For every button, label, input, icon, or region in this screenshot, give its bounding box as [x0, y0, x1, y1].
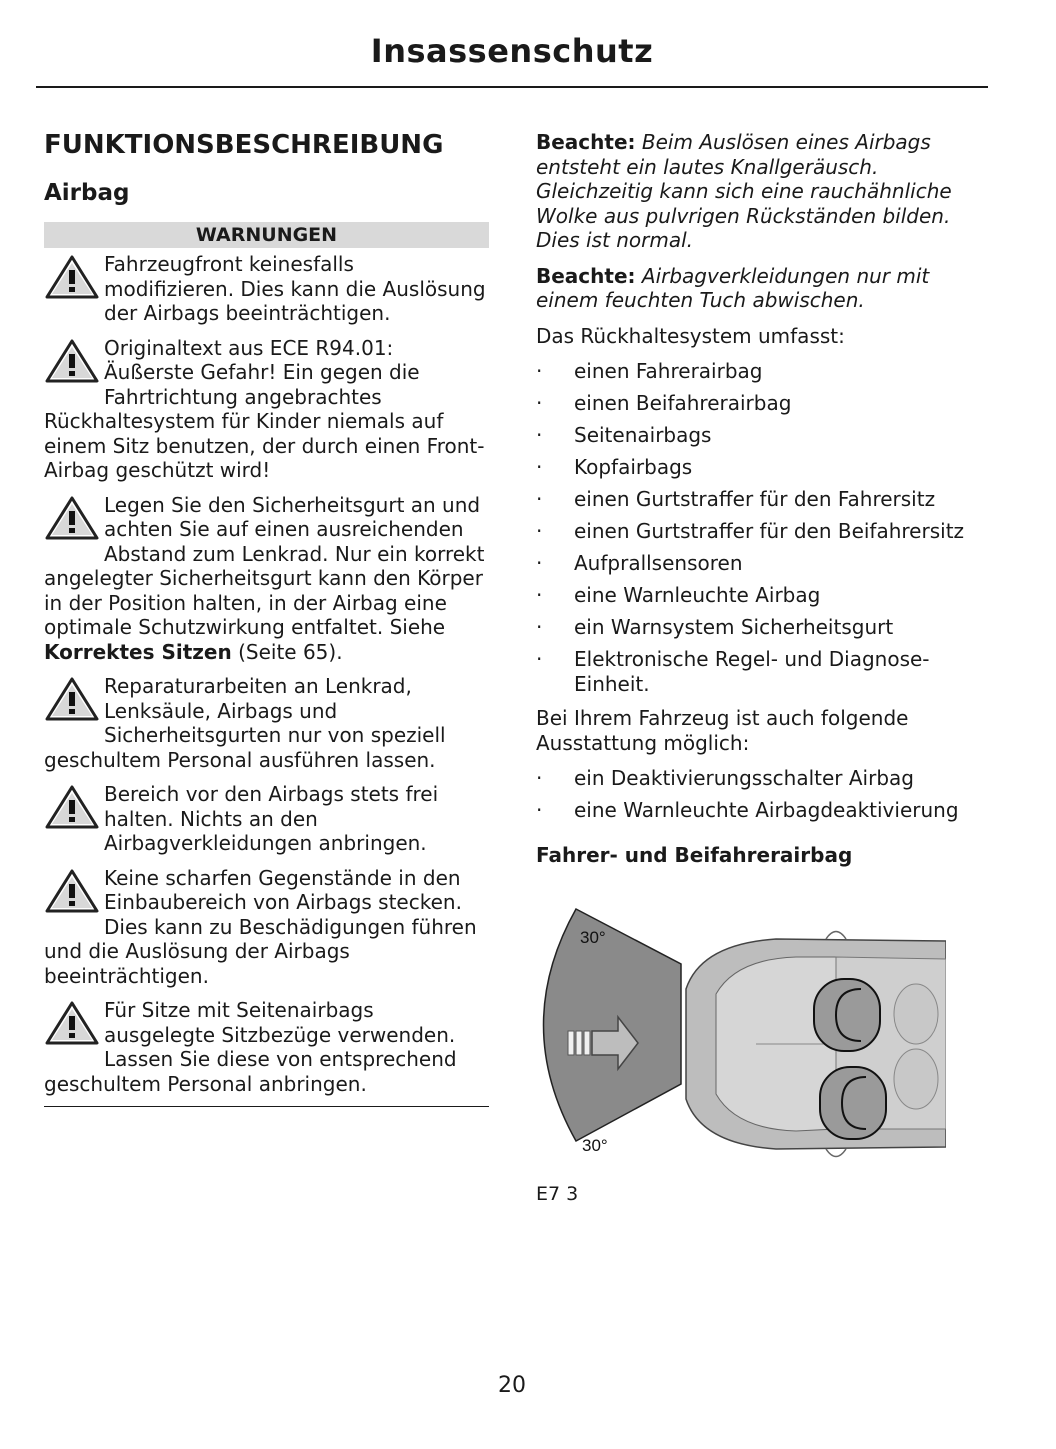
warning-text: Reparaturarbeiten an Lenkrad, Lenksäule, Airbags und Sicherheitsgurten nur von speziell geschultem Personal ausführen lassen. — [44, 674, 446, 772]
angle-label-bottom: 30° — [582, 1135, 608, 1155]
cross-reference-link[interactable]: Korrektes Sitzen — [44, 639, 232, 664]
angle-label-top: 30° — [580, 927, 606, 947]
warning-item — [44, 336, 489, 483]
warning-item — [44, 998, 489, 1096]
warning-text: Fahrzeugfront keinesfalls modifizieren. Dies kann die Auslösung der Airbags beeinträchtigen. — [104, 252, 486, 325]
section-title: FUNKTIONSBESCHREIBUNG — [44, 130, 444, 160]
optional-intro: Bei Ihrem Fahrzeug ist auch folgende Ausstattung möglich: — [536, 706, 909, 755]
car-airbag-illustration — [536, 879, 946, 1169]
list-item: · eine Warnleuchte Airbag — [536, 583, 821, 607]
optional-list — [536, 766, 986, 823]
subsection-title: Airbag — [44, 180, 130, 206]
figure-title: Fahrer- und Beifahrerairbag — [536, 842, 853, 867]
list-item: · Aufprallsensoren — [536, 551, 743, 575]
list-item: · einen Gurtstraffer für den Fahrersitz — [536, 487, 936, 511]
list-item: · Elektronische Regel- und Diagnose-Einheit. — [536, 647, 930, 696]
list-item: · einen Beifahrerairbag — [536, 391, 792, 415]
right-column — [536, 130, 986, 1205]
list-item: · Seitenairbags — [536, 423, 712, 447]
driver-airbag — [814, 979, 880, 1051]
warning-item — [44, 782, 489, 856]
warning-item — [44, 493, 489, 665]
note-text: Beim Auslösen eines Airbags entsteht ein lautes Knallgeräusch. Gleichzeitig kann sich eine rauchähnliche Wolke aus pulvrigen Rückständen bilden. Dies ist normal. — [536, 130, 952, 252]
warning-triangle-icon — [44, 254, 100, 302]
airbag-figure — [536, 879, 946, 1169]
warning-text: Originaltext aus ECE R94.01: Äußerste Gefahr! Ein gegen die Fahrtrichtung angebrachtes Rückhaltesystem für Kinder niemals auf einem Sitz benutzen, der durch einen Front-Airbag geschützt wird! — [44, 335, 485, 482]
list-item: · Kopfairbags — [536, 455, 693, 479]
cross-reference-suffix: (Seite 65). — [238, 639, 343, 664]
warning-triangle-icon — [44, 784, 100, 832]
page-number: 20 — [498, 1373, 526, 1398]
note-label: Beachte: — [536, 263, 636, 288]
warning-triangle-icon — [44, 868, 100, 916]
list-item: · eine Warnleuchte Airbagdeaktivierung — [536, 798, 959, 822]
list-item: · einen Gurtstraffer für den Beifahrersitz — [536, 519, 965, 543]
warning-text: Legen Sie den Sicherheitsgurt an und achten Sie auf einen ausreichenden Abstand zum Lenkrad. Nur ein korrekt angelegter Sicherheitsgurt kann den Körper in der Position halten, in der Airbag eine optimale Schutzwirkung entfaltet. — [44, 492, 485, 639]
warning-item — [44, 674, 489, 772]
list-item: · ein Deaktivierungsschalter Airbag — [536, 766, 914, 790]
left-column — [44, 130, 489, 1107]
note-label: Beachte: — [536, 130, 636, 154]
warning-text: Keine scharfen Gegenstände in den Einbaubereich von Airbags stecken. Dies kann zu Beschädigungen führen und die Auslösung der Airbags beeinträchtigen. — [44, 865, 477, 988]
system-intro: Das Rückhaltesystem umfasst: — [536, 323, 845, 348]
warning-triangle-icon — [44, 1000, 100, 1048]
system-list — [536, 359, 986, 696]
passenger-airbag — [820, 1067, 886, 1139]
warning-triangle-icon — [44, 338, 100, 386]
list-item: · einen Fahrerairbag — [536, 359, 763, 383]
header-divider — [36, 86, 988, 88]
warnings-bottom-divider — [44, 1106, 489, 1107]
warning-triangle-icon — [44, 495, 100, 543]
list-item: · ein Warnsystem Sicherheitsgurt — [536, 615, 894, 639]
cross-reference-prefix: Siehe — [389, 615, 446, 639]
warning-text: Für Sitze mit Seitenairbags ausgelegte Sitzbezüge verwenden. Lassen Sie diese von entsprechend geschultem Personal anbringen. — [44, 998, 457, 1096]
note-paragraph — [536, 264, 986, 313]
car-body — [686, 931, 946, 1156]
warning-triangle-icon — [44, 676, 100, 724]
warning-item — [44, 866, 489, 989]
warning-item — [44, 252, 489, 326]
page-header-title: Insassenschutz — [370, 32, 654, 70]
warnings-header: WARNUNGEN — [44, 222, 489, 248]
note-paragraph — [536, 130, 986, 253]
note-text: Airbagverkleidungen nur mit einem feuchten Tuch abwischen. — [536, 263, 930, 312]
figure-code: E7 3 — [536, 1182, 579, 1205]
warning-text: Bereich vor den Airbags stets frei halten. Nichts an den Airbagverkleidungen anbringen. — [104, 782, 439, 855]
